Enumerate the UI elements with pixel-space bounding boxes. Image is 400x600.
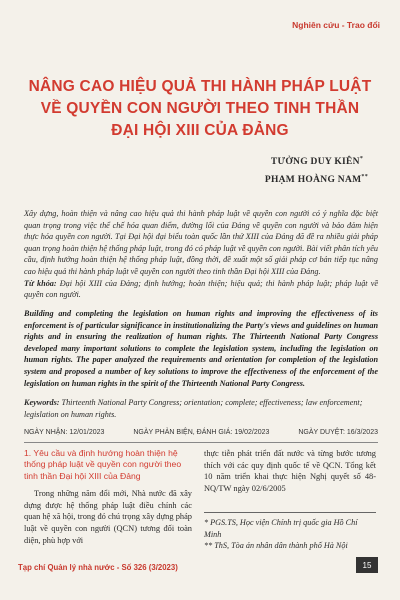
keywords-vi-label: Từ khóa: (24, 278, 57, 288)
keywords-en-label: Keywords: (24, 398, 60, 407)
section-heading: 1. Yêu cầu và định hướng hoàn thiện hệ thống pháp luật về quyền con người theo tinh thần Đại hội XIII của Đảng (24, 448, 182, 481)
journal-footer: Tạp chí Quản lý nhà nước - Số 326 (3/2023) (18, 563, 178, 572)
author-1 (265, 152, 368, 170)
keywords-en (24, 397, 378, 420)
date-reviewed: NGÀY PHẢN BIỆN, ĐÁNH GIÁ: 19/02/2023 (133, 429, 270, 436)
footnotes (204, 517, 376, 552)
date-received: NGÀY NHẬN: 12/01/2023 (24, 429, 105, 436)
article-title (20, 76, 380, 142)
divider (24, 442, 378, 443)
right-column: thực tiễn phát triển đất nước và từng bước tương thích với các quy định quốc tế về QCN. Tổng kết 10 năm triển khai thực hiện Nghị quyết số 48-NQ/TW ngày 02/6/2005 (204, 449, 376, 493)
footnote-divider (204, 512, 376, 513)
author-mark: * (359, 156, 364, 162)
author-mark: ** (361, 174, 368, 181)
keywords-vi-text: Đại hội XIII của Đảng; định hướng; hoàn thiện; hiệu quả; thi hành pháp luật; pháp luật về quyền con người. (24, 278, 378, 300)
section-tag: Nghiên cứu - Trao đổi (292, 20, 380, 30)
date-approved: NGÀY DUYỆT: 16/3/2023 (298, 429, 378, 436)
abstract-english: Building and completing the legislation on human rights and improving the effectiveness of its enforcement is of particular significance in institutionalizing the Party's views and guidelines on human rights and in ensuring the realization of human rights. The Thirteenth National Party Congress developed many important solutions to complete the legislation system, including the legislation on human rights. The paper analyzed the requirements and orientation for completion of the legislation system and proposed a number of key solutions to improve the effectiveness of the enforcement of the legislation on human rights in the spirit of the Thirteenth National Party Congress. (24, 309, 378, 388)
title-line-1: NÂNG CAO HIỆU QUẢ THI HÀNH PHÁP LUẬT (28, 78, 372, 95)
footnote-1: * PGS.TS, Học viện Chính trị quốc gia Hồ Chí Minh (204, 518, 358, 539)
page-number: 15 (356, 557, 378, 573)
footnote-2: ** ThS, Tòa án nhân dân thành phố Hà Nội (204, 541, 348, 551)
author-name: PHẠM HOÀNG NAM (264, 175, 362, 186)
section-body: Trong những năm đổi mới, Nhà nước đã xây dựng được hệ thống pháp luật điều chỉnh các quan hệ xã hội, trong đó chú trọng xây dựng pháp luật về quyền con người (QCN) tương đối toàn diện, phù hợp với (24, 489, 192, 545)
article-dates (24, 429, 378, 436)
author-2 (265, 170, 368, 188)
keywords-en-text: Thirteenth National Party Congress; orientation; complete; effectiveness; law enforcement; legislation on human rights. (24, 398, 363, 419)
left-column (24, 448, 192, 546)
title-line-2: VỀ QUYỀN CON NGƯỜI THEO TINH THẦN (40, 100, 360, 117)
author-name: TƯỞNG DUY KIÊN (270, 157, 360, 168)
abstract-vietnamese (24, 208, 378, 301)
title-line-3: ĐẠI HỘI XIII CỦA ĐẢNG (111, 122, 289, 139)
author-list (265, 152, 368, 188)
keywords-vi (24, 278, 378, 301)
abstract-vi-text: Xây dựng, hoàn thiện và nâng cao hiệu quả thi hành pháp luật về quyền con người có ý nghĩa đặc biệt quan trọng trong việc thể chế hóa quan điểm, đường lối của Đảng về quyền con người và bảo đảm hiện thực hóa quyền con người. Tại Đại hội đại biểu toàn quốc lần thứ XIII của Đảng đã đề ra nhiều giải pháp quan trọng hoàn thiện hệ thống pháp luật, trong đó có pháp luật về quyền con người. Bài viết phân tích yêu cầu, định hướng hoàn thiện hệ thống pháp luật, đồng thời, đề xuất một số giải pháp cơ bản tiếp tục nâng cao hiệu quả thi hành pháp luật về quyền con người theo tinh thần Đại hội XIII của Đảng. (24, 209, 378, 276)
